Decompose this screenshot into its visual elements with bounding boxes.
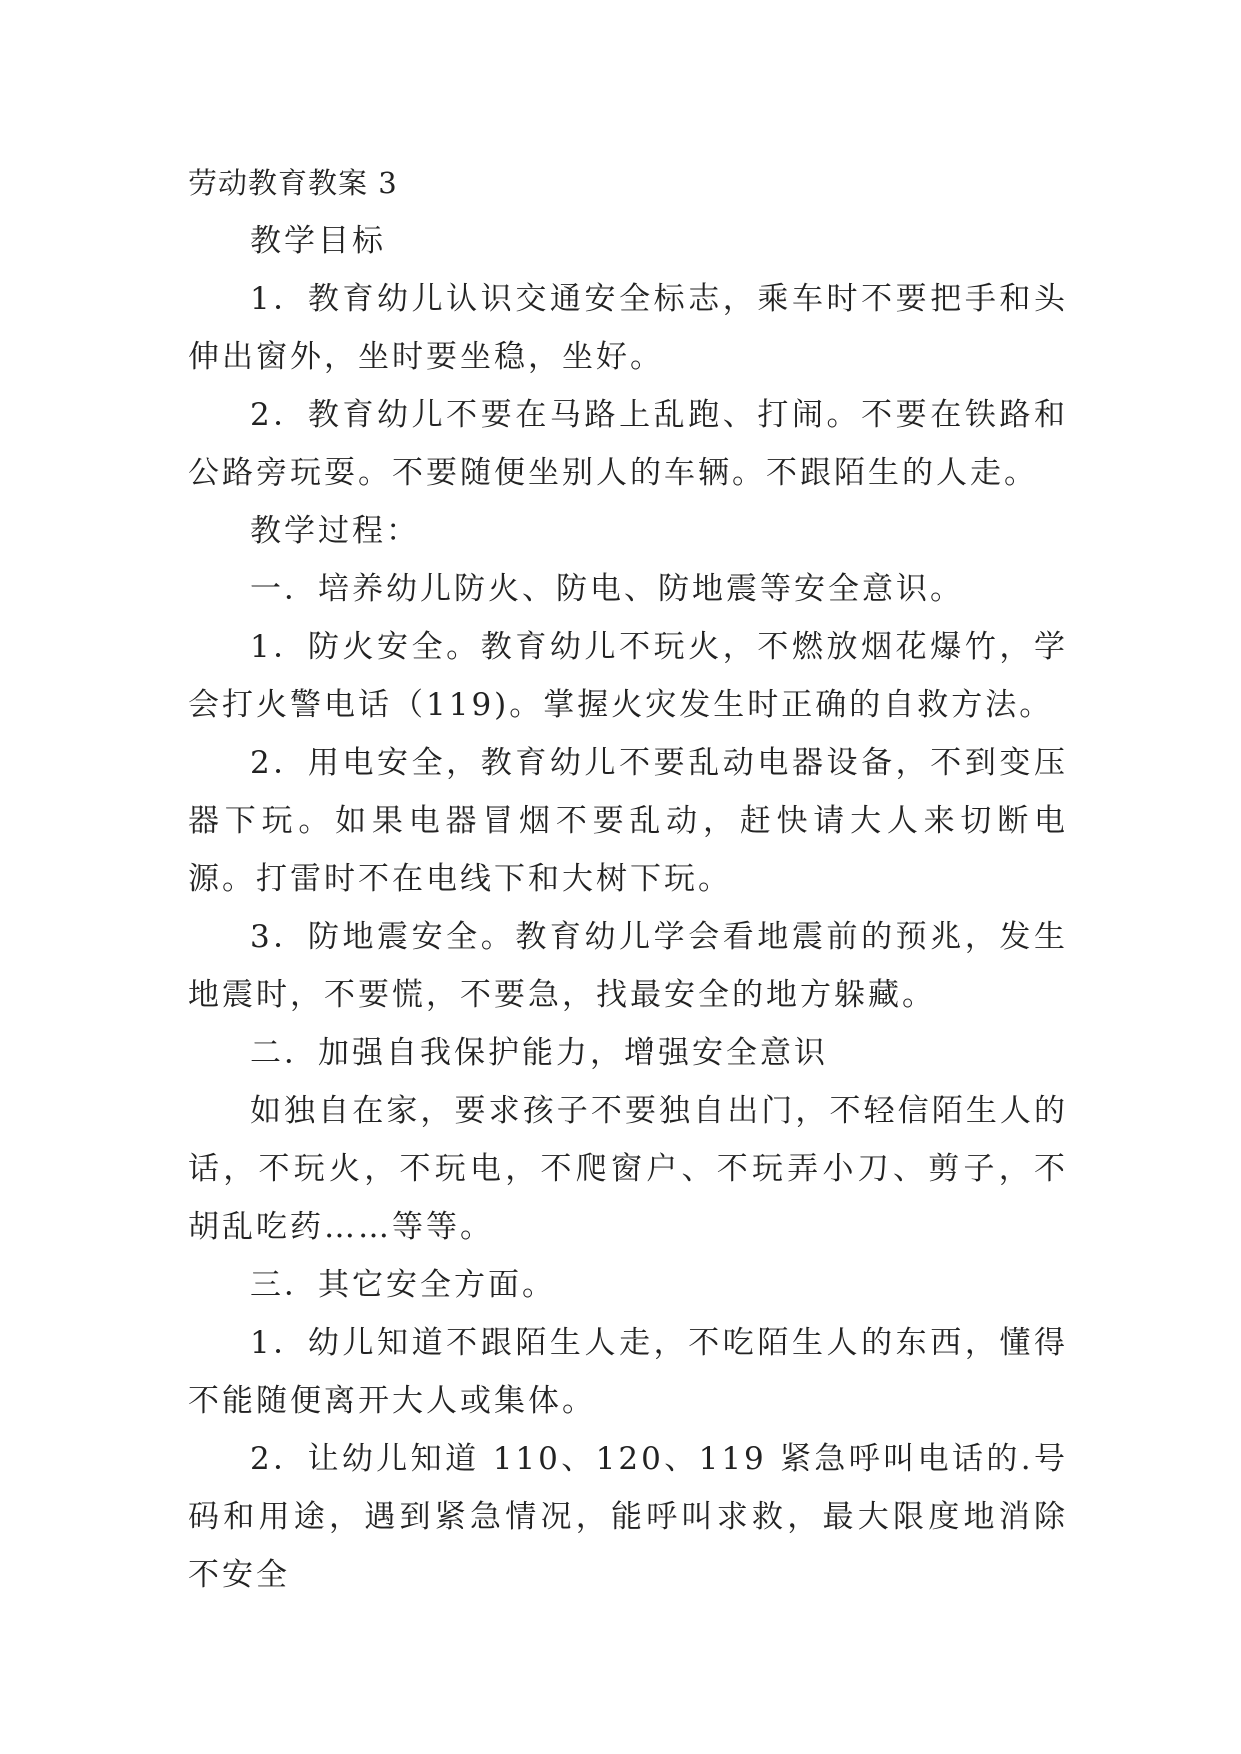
electric-safety-item: 2．用电安全，教育幼儿不要乱动电器设备，不到变压器下玩。如果电器冒烟不要乱动，赶快请大人来切断电源。打雷时不在电线下和大树下玩。 [188, 745, 1068, 897]
other-safety-item-2: 2．让幼儿知道 110、120、119 紧急呼叫电话的.号码和用途，遇到紧急情况，能呼叫求救，最大限度地消除不安全 [188, 1441, 1068, 1593]
document-title: 劳动教育教案 3 [188, 166, 398, 200]
document-body [188, 154, 1068, 1604]
process-part-1-heading: 一．培养幼儿防火、防电、防地震等安全意识。 [250, 571, 964, 607]
process-part-3-heading: 三．其它安全方面。 [250, 1267, 556, 1303]
process-part-2-heading: 二．加强自我保护能力，增强安全意识 [250, 1035, 828, 1071]
self-protection-paragraph: 如独自在家，要求孩子不要独自出门，不轻信陌生人的话，不玩火，不玩电，不爬窗户、不玩弄小刀、剪子，不胡乱吃药……等等。 [188, 1093, 1068, 1245]
earthquake-safety-item: 3．防地震安全。教育幼儿学会看地震前的预兆，发生地震时，不要慌，不要急，找最安全的地方躲藏。 [188, 919, 1068, 1013]
other-safety-item-1: 1．幼儿知道不跟陌生人走，不吃陌生人的东西，懂得不能随便离开大人或集体。 [188, 1325, 1068, 1419]
section-heading-teaching-goals: 教学目标 [250, 223, 386, 259]
goal-item-2: 2．教育幼儿不要在马路上乱跑、打闹。不要在铁路和公路旁玩耍。不要随便坐别人的车辆。不跟陌生的人走。 [188, 397, 1068, 491]
goal-item-1: 1．教育幼儿认识交通安全标志，乘车时不要把手和头伸出窗外，坐时要坐稳，坐好。 [188, 281, 1068, 375]
section-heading-teaching-process: 教学过程： [250, 513, 420, 549]
fire-safety-item: 1．防火安全。教育幼儿不玩火，不燃放烟花爆竹，学会打火警电话（119)。掌握火灾发生时正确的自救方法。 [188, 629, 1068, 723]
